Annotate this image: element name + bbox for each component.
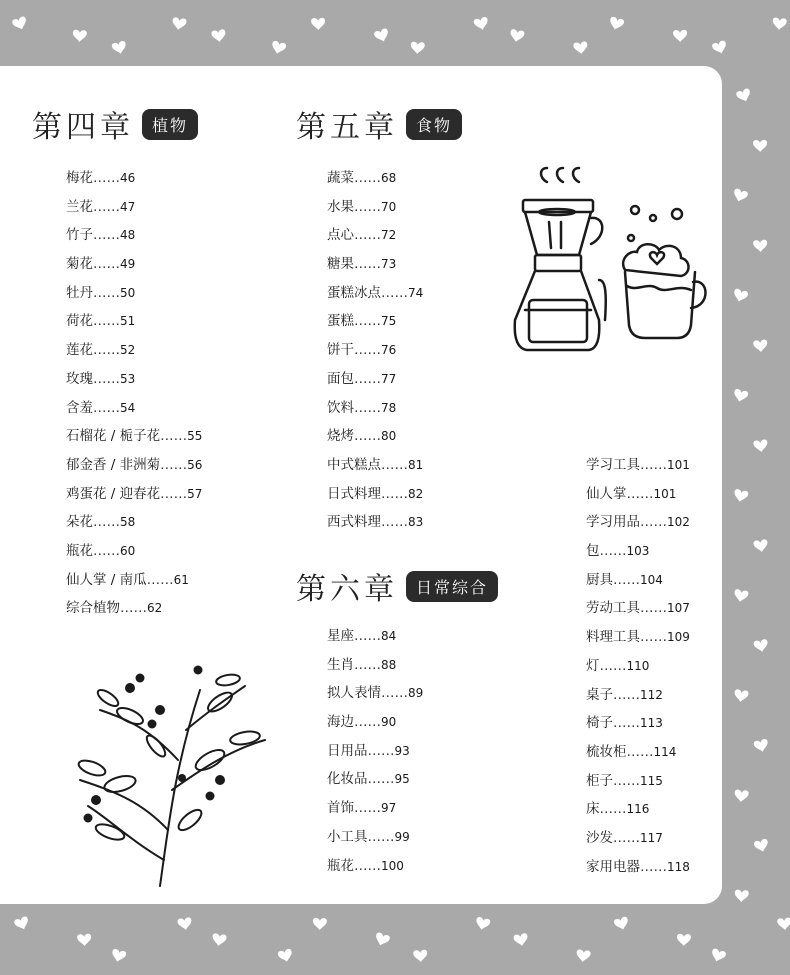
heart-icon [734, 890, 749, 903]
toc-entry-name: 玫瑰 [66, 370, 93, 387]
heart-icon [777, 917, 790, 930]
toc-page-number: 57 [187, 486, 203, 501]
toc-entry [327, 480, 423, 509]
heart-icon [732, 388, 748, 403]
toc-page-number: 76 [381, 343, 397, 358]
toc-page-number: 61 [173, 572, 189, 587]
toc-leader-dots: …… [354, 714, 381, 731]
toc-page-number: 101 [667, 458, 690, 472]
coffee-maker-illustration [505, 160, 615, 360]
toc-entry-name: 点心 [327, 227, 354, 244]
heart-icon [413, 950, 428, 963]
toc-leader-dots: …… [93, 256, 120, 273]
toc-entry-name: 综合植物 [66, 600, 120, 617]
leafy-branch-illustration [60, 650, 275, 890]
toc-entry-name: 石榴花 / 栀子花 [66, 428, 161, 445]
toc-entry [327, 823, 423, 852]
toc-entry [327, 794, 423, 823]
toc-entry-name: 包 [586, 543, 600, 560]
toc-page-number: 112 [640, 687, 663, 702]
toc-entry-name: 家用电器 [586, 858, 640, 875]
toc-entry-name: 日式料理 [327, 485, 381, 502]
toc-page-number: 55 [187, 429, 203, 444]
toc-page-number: 113 [640, 716, 663, 731]
heart-icon [270, 40, 287, 55]
toc-entry-name: 化妆品 [327, 771, 368, 788]
heart-icon [313, 918, 327, 930]
toc-page-number: 102 [667, 515, 690, 530]
toc-entry-name: 拟人表情 [327, 685, 381, 702]
toc-entry [66, 307, 202, 336]
toc-leader-dots: …… [93, 370, 120, 387]
toc-leader-dots: …… [93, 514, 120, 531]
toc-leader-dots: …… [93, 342, 120, 359]
toc-page-number: 77 [381, 371, 397, 386]
heart-icon [710, 948, 727, 964]
toc-entry [66, 193, 202, 222]
toc-entry-name: 星座 [327, 628, 354, 644]
toc-entry [586, 566, 690, 595]
toc-entry [327, 622, 423, 651]
chapter-six-toc [327, 622, 423, 880]
chapter-five-toc [327, 164, 423, 537]
heart-icon [77, 934, 92, 947]
toc-page-number: 100 [381, 858, 404, 873]
toc-entry [586, 451, 690, 480]
chapter-six-toc-column-two [586, 451, 690, 881]
chapter-four-toc [66, 164, 202, 623]
toc-page-number: 103 [626, 544, 650, 559]
heart-icon [573, 41, 588, 55]
toc-page-number: 56 [187, 457, 203, 472]
heart-icon [733, 689, 749, 703]
toc-page-number: 60 [120, 543, 136, 558]
toc-page-number: 49 [120, 257, 136, 272]
toc-leader-dots: …… [354, 428, 381, 445]
toc-entry-name: 蔬菜 [327, 170, 354, 186]
toc-entry-name: 桌子 [586, 686, 613, 703]
heart-icon [311, 18, 325, 30]
toc-entry [327, 221, 423, 250]
heart-icon [753, 439, 768, 453]
toc-entry [66, 451, 202, 480]
toc-entry [327, 394, 423, 423]
toc-leader-dots: …… [640, 457, 667, 473]
toc-entry-name: 含羞 [66, 399, 93, 416]
toc-page-number: 101 [653, 486, 677, 501]
toc-page-number: 46 [120, 171, 136, 185]
toc-entry [586, 738, 690, 767]
toc-entry-name: 梅花 [66, 170, 93, 186]
heart-icon [608, 16, 625, 31]
chapter-five-heading [296, 102, 462, 146]
toc-entry-name: 糖果 [327, 256, 354, 273]
toc-page-number: 78 [381, 400, 397, 415]
toc-leader-dots: …… [354, 857, 381, 874]
toc-leader-dots: …… [381, 685, 408, 702]
toc-leader-dots: …… [354, 628, 381, 644]
cocoa-mug-illustration [615, 200, 710, 345]
toc-leader-dots: …… [367, 771, 395, 788]
heart-icon [373, 932, 390, 948]
toc-leader-dots: …… [599, 543, 627, 560]
heart-icon [576, 949, 591, 963]
toc-page-number: 73 [381, 257, 397, 272]
toc-leader-dots: …… [613, 829, 640, 846]
toc-entry [586, 537, 690, 566]
chapter-six-title: 第六章 [296, 572, 398, 607]
toc-page-number: 117 [640, 830, 663, 845]
chapter-four-badge: 植物 [142, 109, 198, 140]
toc-page-number: 115 [640, 773, 663, 788]
toc-page-number: 54 [120, 400, 136, 415]
toc-entry [327, 365, 423, 394]
heart-icon [753, 140, 767, 152]
toc-entry-name: 沙发 [586, 829, 613, 846]
toc-leader-dots: …… [613, 686, 640, 703]
toc-entry-name: 料理工具 [586, 629, 640, 646]
heart-icon [735, 88, 752, 104]
toc-entry [327, 651, 423, 680]
heart-icon [711, 40, 728, 56]
toc-leader-dots: …… [160, 456, 188, 473]
toc-entry-name: 首饰 [327, 800, 354, 817]
toc-page-number: 75 [381, 314, 397, 329]
toc-entry [66, 566, 202, 595]
toc-leader-dots: …… [613, 571, 640, 588]
chapter-five-title: 第五章 [296, 110, 398, 145]
toc-entry [327, 336, 423, 365]
toc-entry [327, 737, 423, 766]
toc-entry [66, 537, 202, 566]
toc-entry [327, 422, 423, 451]
chapter-five-badge: 食物 [406, 109, 462, 140]
toc-entry-name: 学习工具 [586, 457, 640, 473]
toc-entry [586, 795, 690, 824]
toc-entry [327, 451, 423, 480]
toc-entry [66, 279, 202, 308]
heart-icon [753, 738, 769, 753]
toc-leader-dots: …… [93, 399, 120, 416]
toc-page-number: 74 [408, 285, 424, 300]
toc-page-number: 95 [394, 772, 410, 787]
heart-icon [753, 639, 769, 653]
toc-leader-dots: …… [640, 858, 667, 875]
toc-entry [66, 394, 202, 423]
toc-leader-dots: …… [93, 227, 120, 244]
chapter-six-badge: 日常综合 [406, 571, 498, 602]
toc-leader-dots: …… [354, 170, 381, 186]
toc-entry [66, 365, 202, 394]
toc-leader-dots: …… [354, 198, 381, 215]
heart-icon [72, 30, 87, 43]
toc-entry-name: 瓶花 [327, 857, 354, 874]
toc-page-number: 47 [120, 199, 136, 214]
toc-leader-dots: …… [599, 801, 627, 818]
toc-entry-name: 水果 [327, 198, 354, 215]
toc-entry [327, 679, 423, 708]
heart-icon [211, 933, 227, 947]
toc-leader-dots: …… [381, 514, 408, 531]
heart-icon [753, 539, 769, 553]
heart-icon [772, 17, 787, 30]
heart-icon [110, 948, 126, 963]
toc-entry-name: 厨具 [586, 571, 613, 588]
toc-entry-name: 日用品 [327, 742, 368, 759]
toc-entry [66, 508, 202, 537]
toc-entry [327, 708, 423, 737]
toc-entry [327, 164, 423, 193]
toc-page-number: 50 [120, 285, 136, 300]
heart-icon [177, 917, 193, 931]
toc-page-number: 110 [626, 658, 650, 673]
toc-entry [66, 164, 202, 193]
toc-page-number: 81 [408, 457, 424, 472]
toc-entry [586, 623, 690, 652]
toc-page-number: 84 [381, 629, 397, 643]
toc-leader-dots: …… [146, 571, 174, 588]
toc-entry-name: 椅子 [586, 715, 613, 732]
toc-leader-dots: …… [354, 370, 381, 387]
toc-leader-dots: …… [354, 800, 381, 817]
toc-entry-name: 郁金香 / 非洲菊 [66, 456, 161, 473]
toc-entry [66, 480, 202, 509]
toc-page-number: 90 [381, 715, 397, 730]
heart-icon [753, 240, 768, 253]
heart-icon [13, 916, 30, 932]
toc-page-number: 116 [626, 802, 650, 817]
toc-entry-name: 竹子 [66, 227, 93, 244]
toc-leader-dots: …… [160, 485, 188, 502]
toc-page-number: 114 [653, 744, 677, 759]
toc-page-number: 72 [381, 228, 397, 243]
chapter-four-title: 第四章 [32, 110, 134, 145]
toc-leader-dots: …… [93, 284, 120, 301]
toc-entry-name: 牡丹 [66, 284, 93, 301]
toc-page-number: 83 [408, 515, 424, 530]
toc-page-number: 107 [667, 601, 690, 616]
toc-page-number: 93 [394, 743, 410, 758]
toc-entry-name: 仙人掌 [586, 485, 627, 502]
heart-icon [373, 28, 390, 44]
heart-icon [753, 339, 768, 352]
toc-entry-name: 朵花 [66, 514, 93, 531]
toc-entry [586, 709, 690, 738]
toc-entry [586, 853, 690, 882]
toc-leader-dots: …… [93, 313, 120, 330]
toc-entry-name: 菊花 [66, 256, 93, 273]
toc-leader-dots: …… [354, 227, 381, 244]
heart-icon [733, 489, 749, 504]
toc-page-number: 99 [394, 829, 410, 844]
toc-entry [327, 193, 423, 222]
toc-leader-dots: …… [381, 456, 408, 473]
heart-icon [733, 589, 749, 603]
toc-leader-dots: …… [354, 256, 381, 273]
heart-icon [410, 42, 425, 55]
toc-leader-dots: …… [640, 514, 667, 531]
toc-page-number: 109 [667, 630, 690, 645]
toc-entry [586, 508, 690, 537]
toc-entry-name: 柜子 [586, 772, 613, 789]
toc-entry [327, 279, 423, 308]
toc-entry-name: 小工具 [327, 828, 368, 845]
toc-page-number: 104 [640, 572, 663, 587]
toc-entry-name: 梳妆柜 [586, 743, 627, 760]
toc-entry [66, 250, 202, 279]
toc-entry-name: 中式糕点 [327, 456, 381, 473]
heart-icon [171, 17, 187, 31]
toc-entry-name: 饼干 [327, 342, 354, 359]
toc-entry [327, 307, 423, 336]
toc-entry-name: 灯 [586, 657, 600, 674]
toc-entry-name: 莲花 [66, 342, 93, 359]
toc-entry [327, 250, 423, 279]
toc-entry [327, 852, 423, 881]
toc-entry-name: 荷花 [66, 313, 93, 330]
toc-page-number: 70 [381, 199, 397, 214]
toc-entry-name: 面包 [327, 370, 354, 387]
toc-leader-dots: …… [613, 715, 640, 732]
toc-entry-name: 西式料理 [327, 514, 381, 531]
toc-leader-dots: …… [354, 313, 381, 330]
toc-page-number: 51 [120, 314, 136, 329]
heart-icon [509, 29, 525, 43]
heart-icon [734, 789, 749, 802]
heart-icon [474, 916, 490, 931]
heart-icon [613, 916, 630, 931]
toc-leader-dots: …… [354, 399, 381, 416]
toc-leader-dots: …… [93, 170, 120, 186]
toc-entry-name: 蛋糕 [327, 313, 354, 330]
toc-entry-name: 兰花 [66, 198, 93, 215]
heart-icon [473, 16, 489, 31]
toc-entry [66, 221, 202, 250]
toc-page-number: 89 [408, 686, 424, 701]
toc-entry [586, 480, 690, 509]
toc-page-number: 118 [667, 859, 690, 874]
toc-entry-name: 烧烤 [327, 428, 354, 445]
toc-entry-name: 海边 [327, 714, 354, 731]
heart-icon [673, 30, 687, 42]
toc-entry [586, 594, 690, 623]
toc-page-number: 53 [120, 371, 136, 386]
toc-entry [66, 336, 202, 365]
toc-entry-name: 生肖 [327, 656, 354, 673]
toc-entry-name: 鸡蛋花 / 迎春花 [66, 485, 161, 502]
toc-entry [586, 681, 690, 710]
toc-entry [586, 824, 690, 853]
toc-leader-dots: …… [367, 828, 395, 845]
toc-leader-dots: …… [93, 542, 120, 559]
toc-entry [586, 767, 690, 796]
toc-page-number: 68 [381, 171, 397, 185]
toc-entry [327, 765, 423, 794]
toc-page-number: 62 [147, 601, 163, 616]
toc-page-number: 97 [381, 801, 397, 816]
toc-leader-dots: …… [640, 600, 667, 617]
toc-leader-dots: …… [354, 342, 381, 359]
toc-leader-dots: …… [599, 657, 627, 674]
toc-leader-dots: …… [613, 772, 640, 789]
toc-leader-dots: …… [120, 600, 147, 617]
toc-leader-dots: …… [626, 743, 654, 760]
chapter-six-heading [296, 564, 498, 608]
toc-entry [586, 652, 690, 681]
heart-icon [732, 288, 749, 303]
toc-page-number: 88 [381, 657, 397, 672]
toc-page-number: 52 [120, 343, 136, 358]
toc-leader-dots: …… [381, 284, 408, 301]
toc-entry-name: 劳动工具 [586, 600, 640, 617]
toc-entry [327, 508, 423, 537]
toc-entry-name: 仙人掌 / 南瓜 [66, 571, 147, 588]
toc-page-number: 82 [408, 486, 424, 501]
toc-leader-dots: …… [160, 428, 188, 445]
toc-leader-dots: …… [93, 198, 120, 215]
heart-icon [753, 838, 770, 853]
toc-leader-dots: …… [367, 742, 395, 759]
toc-entry-name: 饮料 [327, 399, 354, 416]
toc-entry-name: 瓶花 [66, 542, 93, 559]
toc-leader-dots: …… [640, 629, 667, 646]
toc-entry [66, 594, 202, 623]
toc-entry-name: 蛋糕冰点 [327, 284, 381, 301]
heart-icon [277, 948, 294, 963]
toc-entry-name: 学习用品 [586, 514, 640, 531]
toc-page-number: 80 [381, 429, 397, 444]
heart-icon [11, 16, 28, 32]
heart-icon [677, 934, 691, 946]
toc-leader-dots: …… [381, 485, 408, 502]
toc-page-number: 48 [120, 228, 136, 243]
heart-icon [111, 40, 127, 55]
heart-icon [732, 188, 749, 204]
toc-entry-name: 床 [586, 801, 600, 818]
toc-page-number: 58 [120, 515, 136, 530]
toc-entry [66, 422, 202, 451]
toc-leader-dots: …… [354, 656, 381, 673]
toc-leader-dots: …… [626, 485, 654, 502]
heart-icon [211, 29, 227, 43]
heart-icon [513, 933, 529, 947]
chapter-four-heading [32, 102, 198, 146]
